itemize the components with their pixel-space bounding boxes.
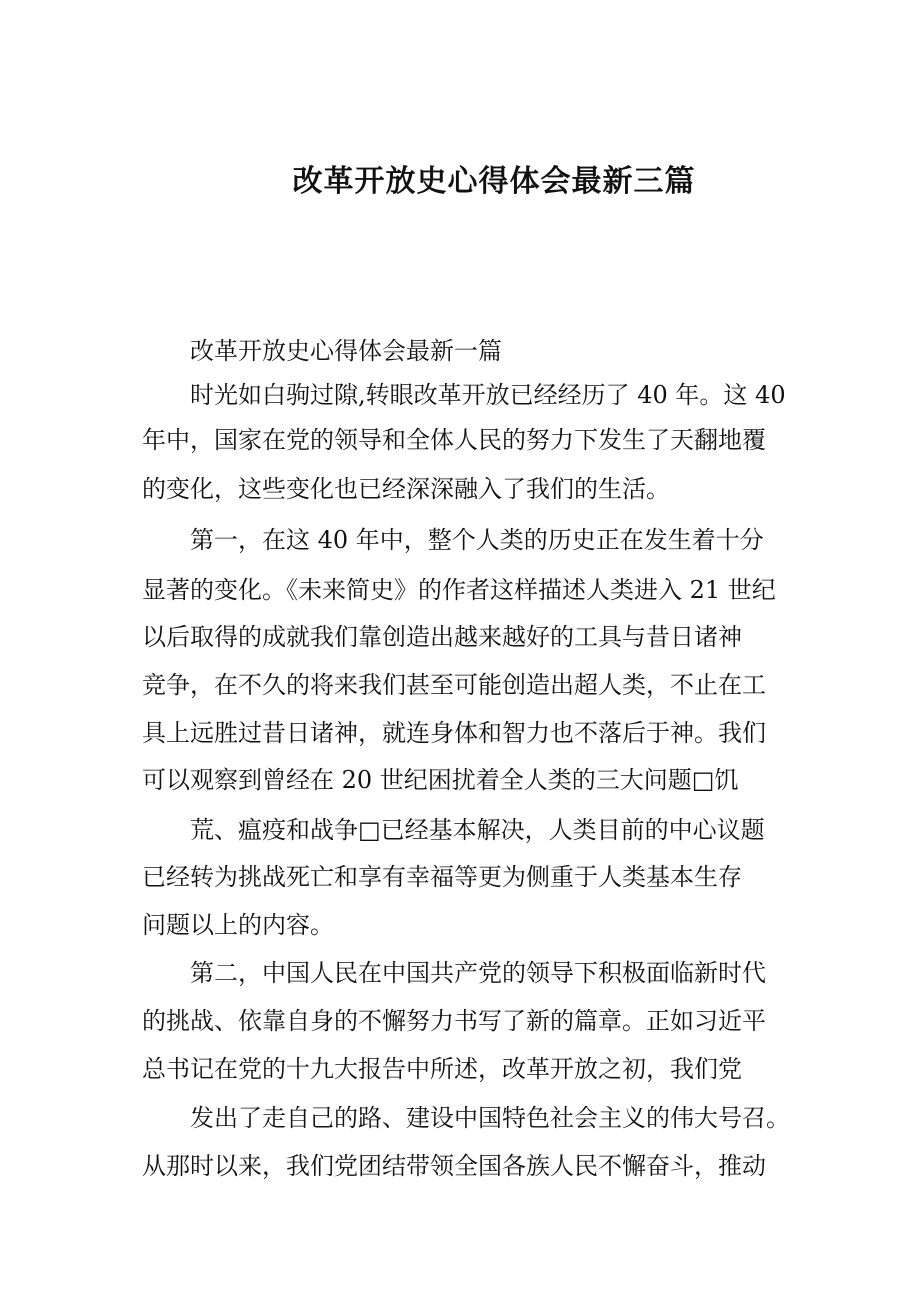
paragraph-line: 已经转为挑战死亡和享有幸福等更为侧重于人类基本生存	[142, 863, 742, 891]
paragraph-line: 第二，中国人民在中国共产党的领导下积极面临新时代	[190, 959, 766, 987]
paragraph-line: 问题以上的内容。	[142, 911, 334, 939]
paragraph-line: 的变化，这些变化也已经深深融入了我们的生活。	[142, 475, 670, 503]
paragraph-line: 时光如白驹过隙,转眼改革开放已经经历了 40 年。这 40	[190, 381, 786, 409]
paragraph-line: 荒、瘟疫和战争□已经基本解决，人类目前的中心议题	[190, 816, 765, 844]
paragraph-line: 第一，在这 40 年中，整个人类的历史正在发生着十分	[190, 526, 764, 554]
section-heading: 改革开放史心得体会最新一篇	[190, 337, 502, 365]
paragraph-line: 总书记在党的十九大报告中所述，改革开放之初，我们党	[142, 1055, 742, 1083]
paragraph-line: 具上远胜过昔日诸神，就连身体和智力也不落后于神。我们	[142, 719, 766, 747]
document-title: 改革开放史心得体会最新三篇	[292, 164, 696, 199]
paragraph-line: 从那时以来，我们党团结带领全国各族人民不懈奋斗，推动	[142, 1152, 766, 1180]
paragraph-line: 可以观察到曾经在 20 世纪困扰着全人类的三大问题□饥	[142, 766, 739, 794]
paragraph-line: 竞争，在不久的将来我们甚至可能创造出超人类，不止在工	[142, 671, 766, 699]
paragraph-line: 发出了走自己的路、建设中国特色社会主义的伟大号召。	[190, 1104, 790, 1132]
paragraph-line: 的挑战、依靠自身的不懈努力书写了新的篇章。正如习近平	[142, 1007, 766, 1035]
paragraph-line: 年中，国家在党的领导和全体人民的努力下发生了天翻地覆	[142, 426, 766, 454]
paragraph-line: 以后取得的成就我们靠创造出越来越好的工具与昔日诸神	[142, 623, 742, 651]
paragraph-line: 显著的变化。《未来简史》的作者这样描述人类进入 21 世纪	[142, 576, 776, 604]
